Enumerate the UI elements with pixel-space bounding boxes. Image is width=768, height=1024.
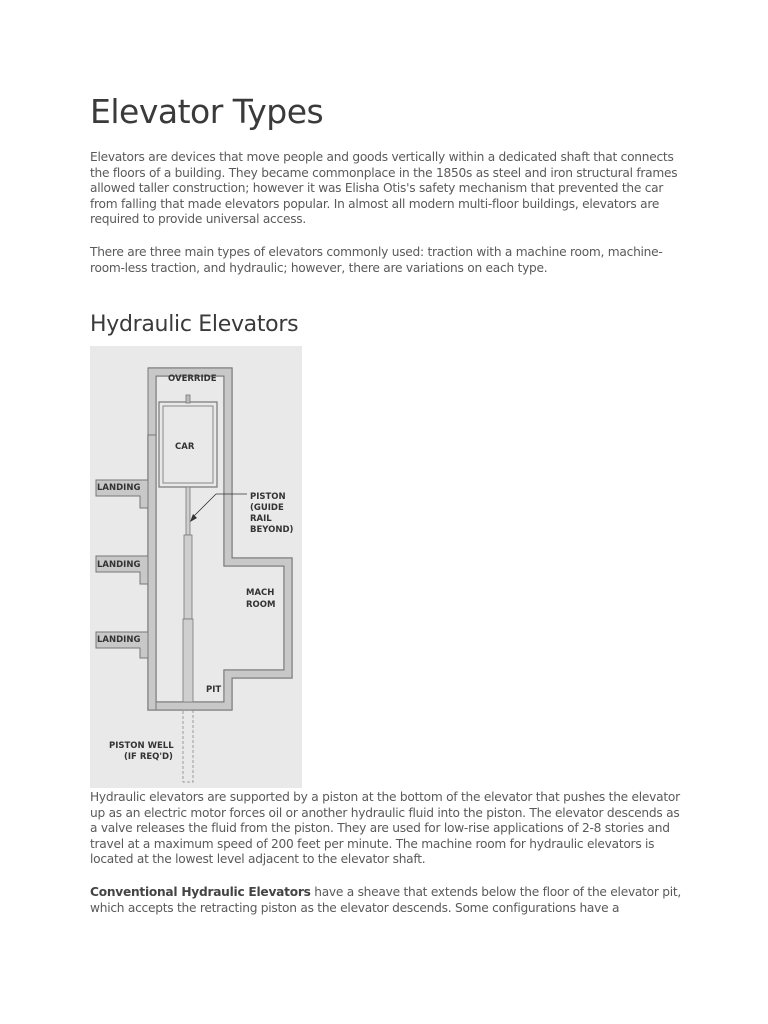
page-title: Elevator Types	[90, 92, 324, 131]
piston-bottom	[183, 619, 193, 702]
piston-well-label-1: PISTON WELL	[109, 741, 174, 751]
conventional-term: Conventional Hydraulic Elevators	[90, 885, 311, 899]
intro-paragraph: Elevators are devices that move people and goods vertically within a dedicated shaft that connects the floors of a building. They became commonplace in the 1850s as steel and iron structural frames allowed taller construction; however it was Elisha Otis's safety mechanism that prevented the car from falling that made elevators popular. In almost all modern multi-floor buildings, elevators are required to provide universal access.	[90, 150, 678, 226]
piston-label-1: PISTON	[250, 492, 286, 502]
landing-3-label: LANDING	[97, 635, 141, 645]
piston-label-4: BEYOND)	[250, 525, 294, 535]
piston-arrowhead	[190, 514, 197, 522]
hydraulic-elevator-diagram	[90, 346, 302, 788]
piston-middle	[184, 535, 192, 619]
landing-2-label: LANDING	[97, 560, 141, 570]
piston-top	[186, 487, 190, 535]
pit-label: PIT	[206, 685, 222, 695]
landing-1-label: LANDING	[97, 483, 141, 493]
piston-leader-diag	[192, 494, 216, 518]
types-paragraph: There are three main types of elevators commonly used: traction with a machine room, machine-room-less traction, and hydraulic; however, there are variations on each type.	[90, 245, 663, 275]
piston-label-3: RAIL	[250, 514, 272, 524]
mach-room-label-2: ROOM	[246, 600, 276, 610]
left-wall	[148, 435, 156, 710]
override-label: OVERRIDE	[168, 374, 217, 384]
hydraulic-paragraph: Hydraulic elevators are supported by a piston at the bottom of the elevator that pushes the elevator up as an electric motor forces oil or another hydraulic fluid into the piston. The elevator descends as a valve releases the fluid from the piston. They are used for low-rise applications of 2-8 stories and travel at a maximum speed of 200 feet per minute. The machine room for hydraulic elevators is located at the lowest level adjacent to the elevator shaft.	[90, 790, 680, 866]
conventional-text: have a sheave that extends below the floor of the elevator pit, which accepts the retracting piston as the elevator descends. Some configurations have a	[90, 885, 682, 915]
piston-label-2: (GUIDE	[250, 503, 284, 513]
car-label: CAR	[175, 442, 195, 452]
diagram-svg	[90, 346, 302, 788]
mach-room-label-1: MACH	[246, 588, 275, 598]
piston-well	[183, 710, 193, 782]
piston-well-label-2: (IF REQ'D)	[124, 752, 173, 762]
car-hanger	[186, 395, 190, 403]
conventional-paragraph	[90, 885, 682, 916]
section-heading: Hydraulic Elevators	[90, 312, 299, 337]
